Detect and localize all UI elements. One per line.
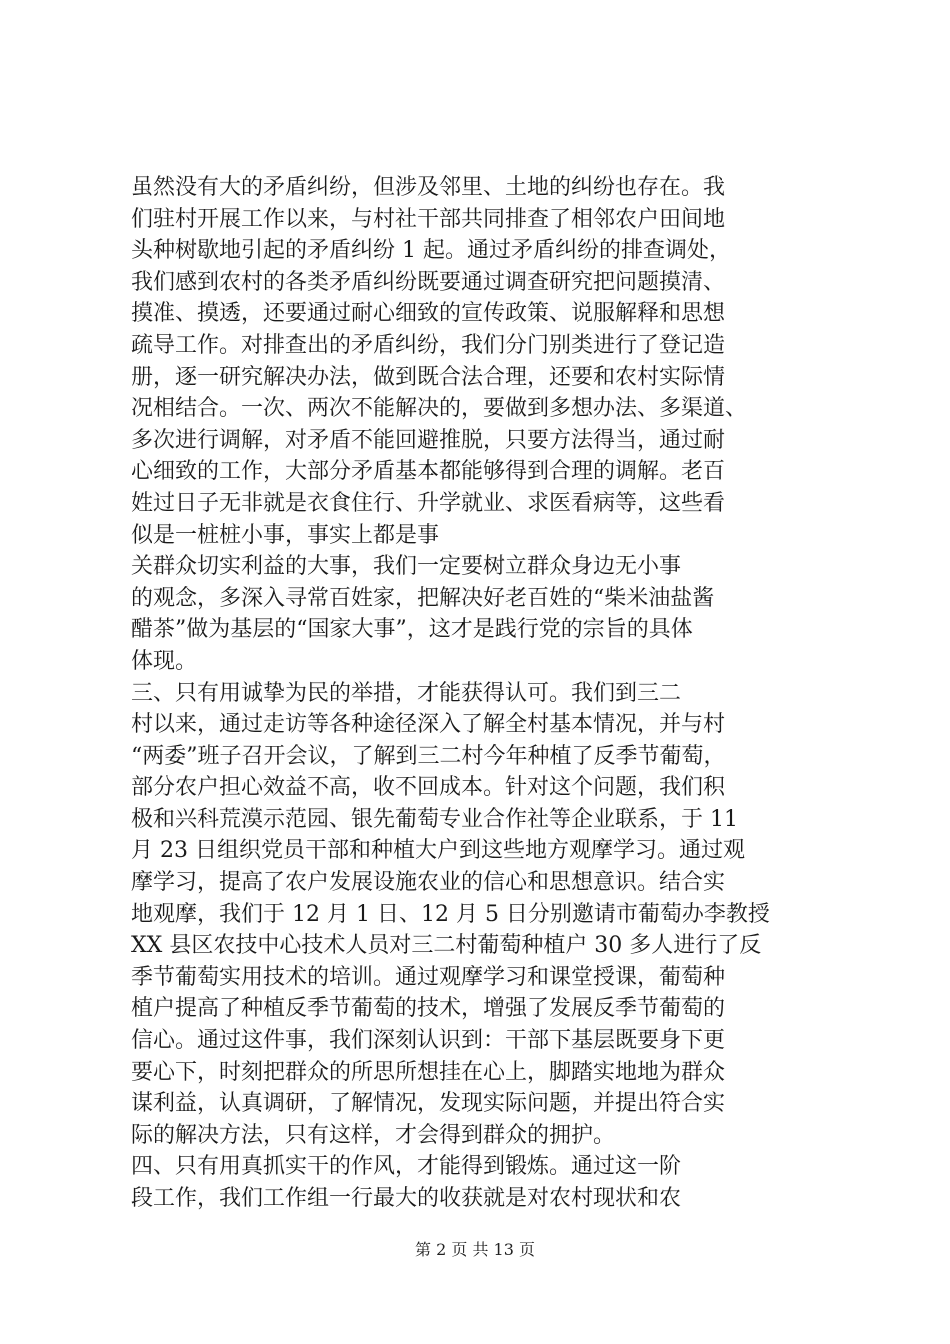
text-line: 的观念，多深入寻常百姓家，把解决好老百姓的“柴米油盐酱 bbox=[131, 585, 715, 611]
text-line: 体现。 bbox=[131, 648, 198, 674]
text-line: 心细致的工作，大部分矛盾基本都能够得到合理的调解。老百 bbox=[131, 459, 726, 485]
text-line: 际的解决方法，只有这样，才会得到群众的拥护。 bbox=[131, 1122, 616, 1148]
text-line: 册，逐一研究解决办法，做到既合法合理，还要和农村实际情 bbox=[131, 364, 726, 390]
text-line: 三、只有用诚挚为民的举措，才能获得认可。我们到三二 bbox=[131, 680, 682, 706]
text-line: 摩学习，提高了农户发展设施农业的信心和思想意识。结合实 bbox=[131, 870, 726, 896]
text-line: 虽然没有大的矛盾纠纷，但涉及邻里、土地的纠纷也存在。我 bbox=[131, 175, 726, 200]
text-line: 姓过日子无非就是衣食住行、升学就业、求医看病等，这些看 bbox=[131, 490, 726, 516]
text-line: 多次进行调解，对矛盾不能回避推脱，只要方法得当，通过耐 bbox=[131, 427, 726, 453]
text-line: 部分农户担心效益不高，收不回成本。针对这个问题，我们积 bbox=[131, 775, 726, 801]
text-line: 似是一桩桩小事，事实上都是事 bbox=[131, 522, 440, 548]
text-line: “两委”班子召开会议，了解到三二村今年种植了反季节葡萄， bbox=[131, 743, 726, 769]
text-line: 头种树歇地引起的矛盾纠纷 1 起。通过矛盾纠纷的排查调处， bbox=[131, 238, 731, 264]
text-line: 植户提高了种植反季节葡萄的技术，增强了发展反季节葡萄的 bbox=[131, 996, 726, 1022]
text-line: XX 县区农技中心技术人员对三二村葡萄种植户 30 多人进行了反 bbox=[131, 933, 762, 959]
text-line: 谋利益，认真调研，了解情况，发现实际问题，并提出符合实 bbox=[131, 1091, 726, 1117]
text-line: 关群众切实利益的大事，我们一定要树立群众身边无小事 bbox=[131, 554, 682, 580]
text-line: 村以来，通过走访等各种途径深入了解全村基本情况，并与村 bbox=[131, 712, 726, 738]
text-line: 摸准、摸透，还要通过耐心细致的宣传政策、说服解释和思想 bbox=[131, 301, 726, 327]
text-line: 我们感到农村的各类矛盾纠纷既要通过调查研究把问题摸清、 bbox=[131, 269, 726, 295]
page-number-footer: 第 2 页 共 13 页 bbox=[415, 1240, 535, 1259]
body-text bbox=[131, 172, 831, 1215]
text-line: 醋茶”做为基层的“国家大事”，这才是践行党的宗旨的具体 bbox=[131, 617, 693, 643]
text-line: 疏导工作。对排查出的矛盾纠纷，我们分门别类进行了登记造 bbox=[131, 332, 726, 358]
text-line: 四、只有用真抓实干的作风，才能得到锻炼。通过这一阶 bbox=[131, 1154, 682, 1180]
text-line: 月 23 日组织党员干部和种植大户到这些地方观摩学习。通过观 bbox=[131, 838, 745, 864]
text-line: 地观摩，我们于 12 月 1 日、12 月 5 日分别邀请市葡萄办李教授 bbox=[131, 901, 770, 927]
text-line: 况相结合。一次、两次不能解决的，要做到多想办法、多渠道、 bbox=[131, 396, 748, 422]
text-line: 们驻村开展工作以来，与村社干部共同排查了相邻农户田间地 bbox=[131, 206, 726, 232]
text-line: 信心。通过这件事，我们深刻认识到：干部下基层既要身下更 bbox=[131, 1028, 726, 1054]
text-line: 段工作，我们工作组一行最大的收获就是对农村现状和农 bbox=[131, 1186, 682, 1211]
text-line: 季节葡萄实用技术的培训。通过观摩学习和课堂授课，葡萄种 bbox=[131, 964, 726, 990]
text-line: 极和兴科荒漠示范园、银先葡萄专业合作社等企业联系，于 11 bbox=[131, 806, 738, 832]
text-line: 要心下，时刻把群众的所思所想挂在心上，脚踏实地地为群众 bbox=[131, 1059, 726, 1085]
